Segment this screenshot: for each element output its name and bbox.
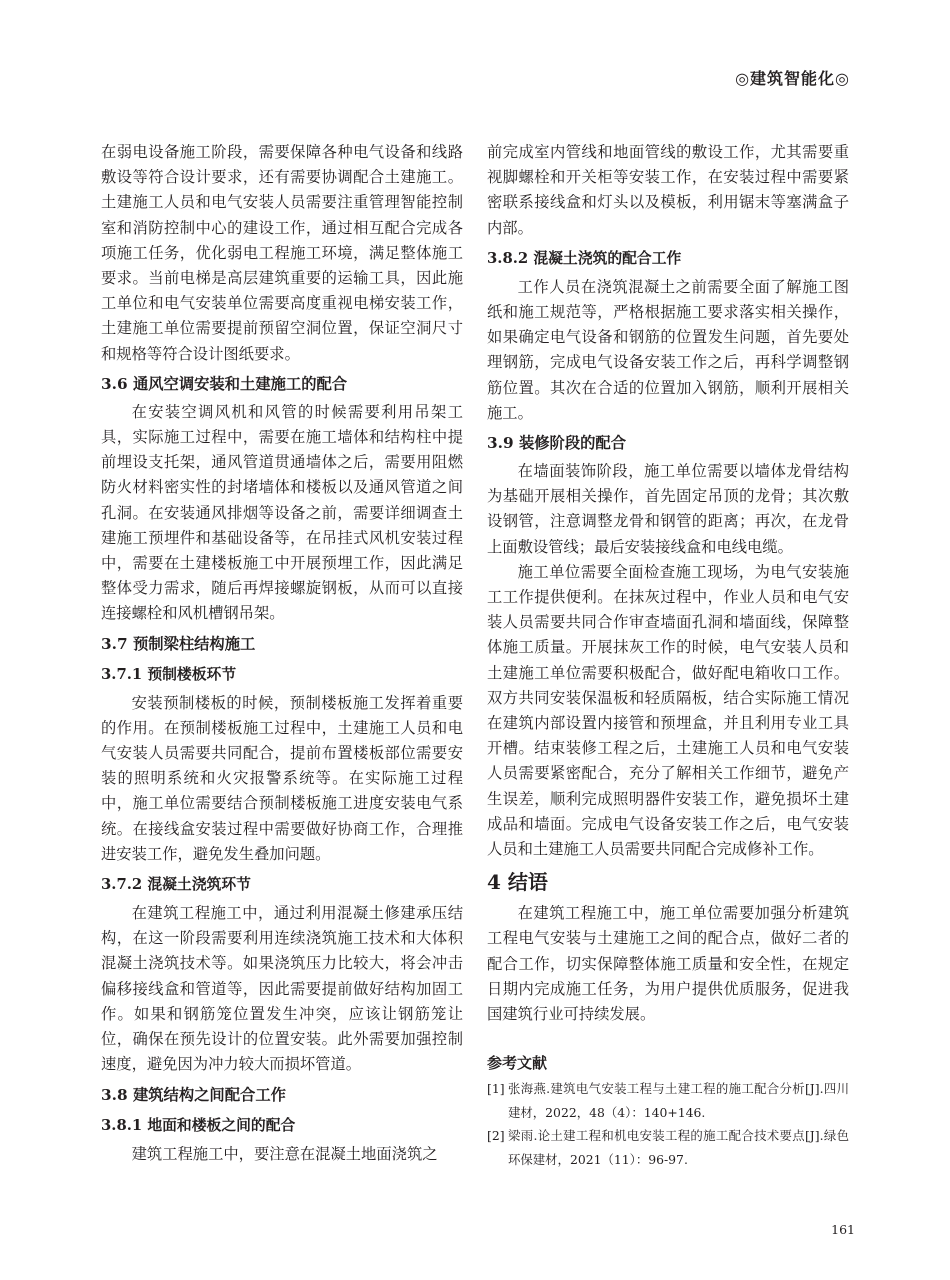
left-column: [101, 140, 463, 1167]
paragraph: 工作人员在浇筑混凝土之前需要全面了解施工图纸和施工规范等，严格根据施工要求落实相关操作，如果确定电气设备和钢筋的位置发生问题，首先要处理钢筋，完成电气设备安装工作之后，再科学调整钢筋位置。其次在合适的位置加入钢筋，顺利开展相关施工。: [487, 277, 849, 422]
right-column: [487, 140, 849, 1171]
reference-text: 张海燕.建筑电气安装工程与土建工程的施工配合分析[J].四川建材，2022，48（4）：140+146.: [508, 1081, 849, 1120]
reference-number: [1]: [487, 1081, 505, 1097]
reference-number: [2]: [487, 1128, 505, 1144]
section-heading-3-8: 3.8 建筑结构之间配合工作: [101, 1085, 286, 1104]
subsection-heading-3-7-2: 3.7.2 混凝土浇筑环节: [101, 876, 251, 894]
references-title: 参考文献: [487, 1054, 548, 1073]
subsection-heading-3-7-1: 3.7.1 预制楼板环节: [101, 665, 237, 683]
page-number: 161: [831, 1222, 855, 1237]
paragraph: 在安装空调风机和风管的时候需要利用吊架工具，实际施工过程中，需要在施工墙体和结构柱中提前埋设支托架，通风管道贯通墙体之后，需要用阻燃防火材料密实性的封堵墙体和楼板以及通风管道之间孔洞。在安装通风排烟等设备之前，需要详细调查土建施工预埋件和基础设备等，在吊挂式风机安装过程中，需要在土建楼板施工中开展预埋工作，因此满足整体受力需求，随后再焊接螺旋钢板，从而可以直接连接螺栓和风机槽钢吊架。: [101, 402, 463, 623]
section-heading-3-6: 3.6 通风空调安装和土建施工的配合: [101, 374, 348, 393]
subsection-heading-3-8-2: 3.8.2 混凝土浇筑的配合工作: [487, 249, 682, 267]
reference-item: [487, 1077, 849, 1124]
paragraph: 前完成室内管线和地面管线的敷设工作，尤其需要重视脚螺栓和开关柜等安装工作，在安装过程中需要紧密联系接线盒和灯头以及模板，利用锯末等塞满盒子内部。: [487, 143, 849, 237]
paragraph: 安装预制楼板的时候，预制楼板施工发挥着重要的作用。在预制楼板施工过程中，土建施工人员和电气安装人员需要共同配合，提前布置楼板部位需要安装的照明系统和火灾报警系统等。在实际施工过程中，施工单位需要结合预制楼板施工进度安装电气系统。在接线盒安装过程中需要做好协商工作，合理推进安装工作，避免发生叠加问题。: [101, 693, 463, 863]
paragraph: 在建筑工程施工中，施工单位需要加强分析建筑工程电气安装与土建施工之间的配合点，做好二者的配合工作，切实保障整体施工质量和安全性，在规定日期内完成施工任务，为用户提供优质服务，促进我国建筑行业可持续发展。: [487, 904, 849, 1024]
paragraph: 施工单位需要全面检查施工现场，为电气安装施工工作提供便利。在抹灰过程中，作业人员和电气安装人员需要共同合作审查墙面孔洞和墙面线，保障整体施工质量。开展抹灰工作的时候，电气安装人员和土建施工单位需要积极配合，做好配电箱收口工作。双方共同安装保温板和轻质隔板，结合实际施工情况在建筑内部设置内接管和预埋盒，并且利用专业工具开槽。结束装修工程之后，土建施工人员和电气安装人员需要紧密配合，充分了解相关工作细节，避免产生误差，顺利完成照明器件安装工作，避免损坏土建成品和墙面。完成电气设备安装工作之后，电气安装人员和土建施工人员需要共同配合完成修补工作。: [487, 562, 849, 859]
paragraph: 在建筑工程施工中，通过利用混凝土修建承压结构，在这一阶段需要利用连续浇筑施工技术和大体积混凝土浇筑技术等。如果浇筑压力比较大，将会冲击偏移接线盒和管道等，因此需要提前做好结构加固工作。如果和钢筋笼位置发生冲突，应该让钢筋笼让位，确保在预先设计的位置安装。此外需要加强控制速度，避免因为冲力较大而损坏管道。: [101, 904, 463, 1074]
paragraph: 在墙面装饰阶段，施工单位需要以墙体龙骨结构为基础开展相关操作，首先固定吊顶的龙骨；其次敷设钢管，注意调整龙骨和钢管的距离；再次，在龙骨上面敷设管线；最后安装接线盒和电线电缆。: [487, 462, 849, 556]
paragraph: 在弱电设备施工阶段，需要保障各种电气设备和线路敷设等符合设计要求，还有需要协调配合土建施工。土建施工人员和电气安装人员需要注重管理智能控制室和消防控制中心的建设工作，通过相互配合完成各项施工任务，优化弱电工程施工环境，满足整体施工要求。当前电梯是高层建筑重要的运输工具，因此施工单位和电气安装单位需要高度重视电梯安装工作，土建施工单位需要提前预留空洞位置，保证空洞尺寸和规格等符合设计图纸要求。: [101, 143, 463, 363]
journal-header: ◎建筑智能化◎: [735, 69, 850, 88]
subsection-heading-3-8-1: 3.8.1 地面和楼板之间的配合: [101, 1116, 296, 1134]
section-heading-3-9: 3.9 装修阶段的配合: [487, 434, 627, 453]
reference-text: 梁雨.论土建工程和机电安装工程的施工配合技术要点[J].绿色环保建材，2021（11）：96-97.: [508, 1128, 849, 1167]
paragraph: 建筑工程施工中，要注意在混凝土地面浇筑之: [131, 1144, 438, 1163]
section-heading-4-conclusion: 4 结语: [487, 870, 548, 895]
reference-item: [487, 1124, 849, 1171]
section-heading-3-7: 3.7 预制梁柱结构施工: [101, 634, 256, 653]
